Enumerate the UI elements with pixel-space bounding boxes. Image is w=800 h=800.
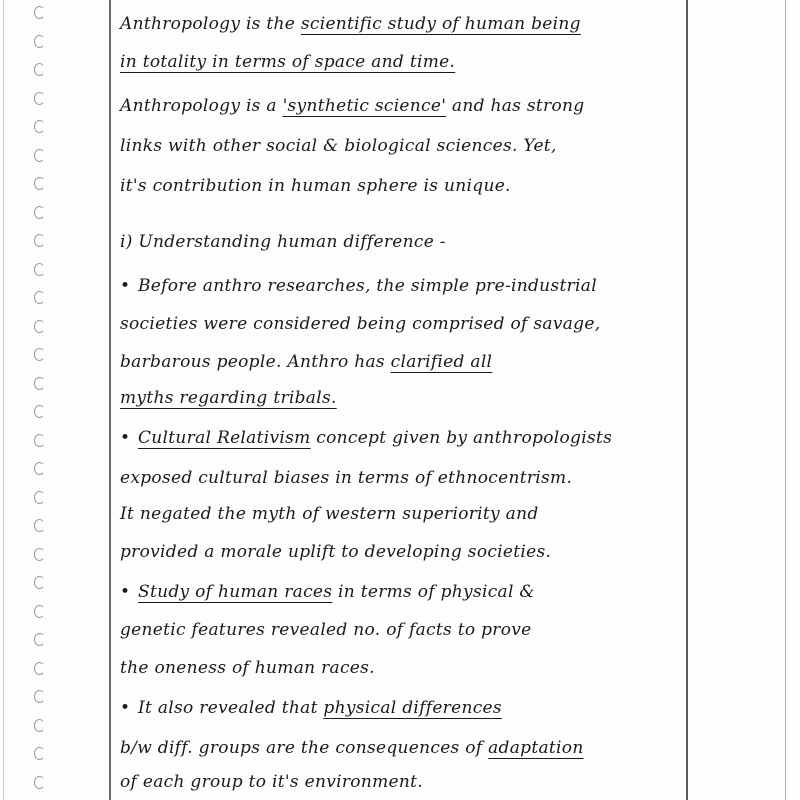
text-segment: it's contribution in human sphere is unique. [120,176,511,196]
text-segment: links with other social & biological sciences. Yet, [120,136,557,156]
page-right-edge [785,0,786,800]
binding-hole [34,206,45,219]
text-segment: Anthropology is a [120,96,283,116]
text-segment: provided a morale uplift to developing societies. [120,542,552,562]
text-line [120,698,502,718]
text-segment: concept given by anthropologists [310,428,613,448]
binding-hole [34,605,45,618]
text-line [120,52,455,72]
page-left-edge [3,0,4,800]
underlined-phrase: adaptation [488,738,584,758]
text-line [120,428,612,448]
bullet-point: • [120,428,131,448]
text-line [120,738,584,758]
binding-hole [34,662,45,675]
text-segment: i) Understanding human difference - [120,232,446,252]
text-segment: societies were considered being comprised of savage, [120,314,601,334]
text-segment: the oneness of human races. [120,658,375,678]
text-segment: barbarous people. Anthro has [120,352,391,372]
text-line [120,136,557,156]
binding-hole [34,348,45,361]
text-segment: Before anthro researches, the simple pre-industrial [138,276,597,296]
text-segment: b/w diff. groups are the consequences of [120,738,489,758]
text-line [120,582,535,602]
bullet-point: • [120,582,131,602]
binding-hole [34,434,45,447]
text-line [120,658,375,678]
binding-hole [34,6,45,19]
binding-hole [34,548,45,561]
binding-hole [34,633,45,646]
binding-hole [34,35,45,48]
text-line [120,542,551,562]
text-segment: genetic features revealed no. of facts to prove [120,620,532,640]
left-margin-line [109,0,111,800]
underlined-phrase: physical differences [323,698,502,718]
binding-hole [34,462,45,475]
text-segment: exposed cultural biases in terms of ethnocentrism. [120,468,573,488]
text-line [120,772,423,792]
binding-hole [34,149,45,162]
binding-hole [34,377,45,390]
binding-hole [34,776,45,789]
binding-hole [34,92,45,105]
binding-hole [34,234,45,247]
binding-hole [34,291,45,304]
text-line [120,352,492,372]
text-line [120,504,539,524]
binding-hole [34,491,45,504]
text-segment: in terms of physical & [332,582,535,602]
text-line [120,314,600,334]
binding-hole [34,519,45,532]
text-line [120,176,511,196]
underlined-phrase: in totality in terms of space and time. [120,52,456,72]
text-segment: of each group to it's environment. [120,772,423,792]
text-line [120,14,581,34]
binding-hole [34,177,45,190]
underlined-phrase: 'synthetic science' [282,96,447,116]
text-line [120,232,446,252]
underlined-phrase: clarified all [390,352,493,372]
binding-hole [34,405,45,418]
text-line [120,468,572,488]
spiral-binding-holes [30,0,60,800]
binding-hole [34,747,45,760]
text-line [120,276,597,296]
binding-hole [34,719,45,732]
underlined-phrase: scientific study of human being [300,14,581,34]
text-segment: Anthropology is the [120,14,301,34]
bullet-point: • [120,698,131,718]
text-line [120,620,532,640]
underlined-phrase: Study of human races [138,582,333,602]
bullet-point: • [120,276,131,296]
handwritten-notes [120,0,690,800]
text-segment: It also revealed that [138,698,324,718]
text-segment: It negated the myth of western superiority and [120,504,539,524]
binding-hole [34,690,45,703]
text-line [120,388,337,408]
underlined-phrase: Cultural Relativism [138,428,311,448]
underlined-phrase: myths regarding tribals. [120,388,337,408]
binding-hole [34,263,45,276]
binding-hole [34,320,45,333]
binding-hole [34,63,45,76]
text-line [120,96,584,116]
binding-hole [34,120,45,133]
binding-hole [34,576,45,589]
text-segment: and has strong [446,96,585,116]
